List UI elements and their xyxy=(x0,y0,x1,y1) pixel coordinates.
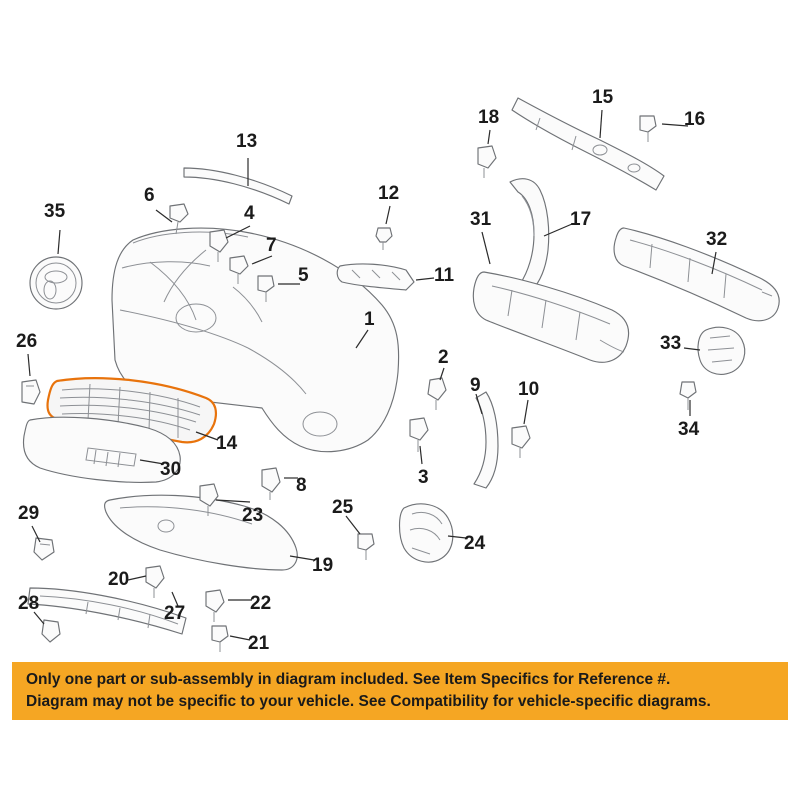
callout-7: 7 xyxy=(266,235,277,256)
disclaimer-line-2: Diagram may not be specific to your vehicle. See Compatibility for vehicle-specific diagrams. xyxy=(26,693,711,710)
part-28-clip xyxy=(42,620,60,642)
part-9-side-moulding xyxy=(474,392,498,488)
part-15-upper-support xyxy=(512,98,664,190)
callout-16: 16 xyxy=(684,109,706,130)
callout-12: 12 xyxy=(378,183,400,204)
callout-2: 2 xyxy=(438,347,449,368)
part-21-screw xyxy=(212,626,228,652)
part-17-side-bracket xyxy=(510,179,549,290)
part-13-moulding xyxy=(184,168,292,204)
part-26-clip xyxy=(22,380,40,404)
part-18-clip xyxy=(478,146,496,178)
callout-29: 29 xyxy=(18,503,40,524)
callout-28: 28 xyxy=(18,593,40,614)
callout-5: 5 xyxy=(298,265,309,286)
part-22-clip xyxy=(206,590,224,622)
callout-25: 25 xyxy=(332,497,354,518)
callout-8: 8 xyxy=(296,475,307,496)
callout-10: 10 xyxy=(518,379,540,400)
callout-26: 26 xyxy=(16,331,38,352)
callout-11: 11 xyxy=(434,265,455,286)
part-32-reinforcement-bar xyxy=(614,228,779,321)
part-31-lower-support xyxy=(473,272,628,362)
disclaimer-line-1: Only one part or sub-assembly in diagram included. See Item Specifics for Reference #. xyxy=(26,670,671,688)
callout-30: 30 xyxy=(160,459,182,480)
part-25-bolt xyxy=(358,534,374,560)
part-20-clip xyxy=(146,566,164,598)
part-24-bracket xyxy=(400,504,453,562)
part-8-clip xyxy=(262,468,280,500)
callout-3: 3 xyxy=(418,467,429,488)
callout-32: 32 xyxy=(706,229,728,250)
part-12-bolt xyxy=(376,228,392,250)
part-10-clip xyxy=(512,426,530,458)
callout-23: 23 xyxy=(242,505,264,526)
callout-20: 20 xyxy=(108,569,130,590)
callout-14: 14 xyxy=(216,433,238,454)
callout-13: 13 xyxy=(236,131,258,152)
callout-18: 18 xyxy=(478,107,500,128)
callout-27: 27 xyxy=(164,603,186,624)
part-3-clip xyxy=(410,418,428,452)
callout-31: 31 xyxy=(470,209,492,230)
callout-35: 35 xyxy=(44,201,66,222)
part-29-clip xyxy=(34,538,54,560)
part-2-clip xyxy=(428,378,446,410)
part-16-bolt xyxy=(640,116,656,142)
callout-17: 17 xyxy=(570,209,592,230)
part-34-bolt xyxy=(680,382,696,410)
callout-21: 21 xyxy=(248,633,270,654)
callout-4: 4 xyxy=(244,203,255,224)
callout-15: 15 xyxy=(592,87,614,108)
disclaimer-banner xyxy=(12,662,788,720)
callout-9: 9 xyxy=(470,375,481,396)
callout-19: 19 xyxy=(312,555,334,576)
callout-22: 22 xyxy=(250,593,272,614)
callout-6: 6 xyxy=(144,185,155,206)
callout-24: 24 xyxy=(464,533,486,554)
part-35-emblem xyxy=(30,257,82,309)
callout-1: 1 xyxy=(364,309,375,330)
callout-34: 34 xyxy=(678,419,700,440)
part-33-bracket xyxy=(698,327,745,374)
part-19-lower-spoiler xyxy=(105,495,298,570)
callout-33: 33 xyxy=(660,333,682,354)
